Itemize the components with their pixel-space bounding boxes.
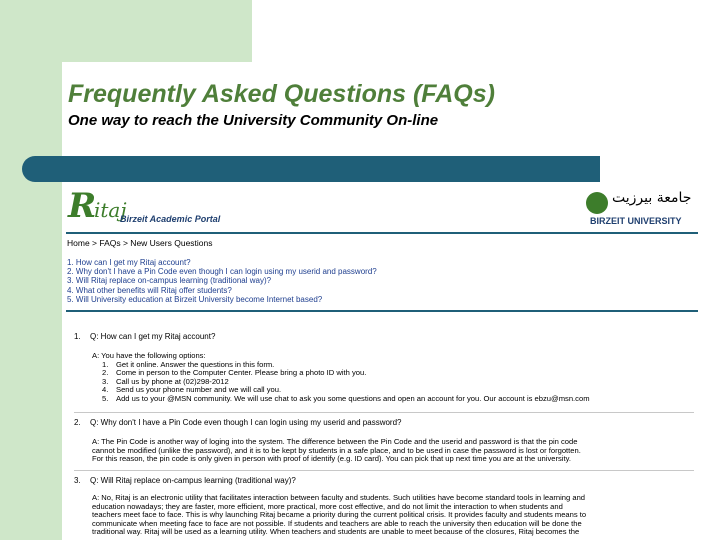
question-number: 1. <box>74 332 81 341</box>
question-link[interactable]: 5. Will University education at Birzeit University become Internet based? <box>67 294 323 304</box>
question-list <box>67 258 377 304</box>
section-divider <box>66 310 698 312</box>
question-number: 2. <box>74 418 81 427</box>
answer-divider <box>74 412 694 413</box>
slide-title: Frequently Asked Questions (FAQs) <box>68 80 495 108</box>
ritaj-logo-letter: R <box>68 186 97 226</box>
faq-question-3 <box>74 476 296 485</box>
faq-question-2 <box>74 418 402 427</box>
slide-subtitle: One way to reach the University Community On-line <box>68 112 439 129</box>
faq-answer-2: A: The Pin Code is another way of loging into the system. The difference between the Pin Code and the userid and password is that the pin code cannot be modified (unlike the password), and it is to be kept by students in a safe place, and to be used in case the password is lost or forgotten. For this reason, the pin code is only given in person with proof of identify (e.g. ID card). You can pick that up next time you are at the university. <box>92 437 581 464</box>
answer-option: 1. Get it online. Answer the questions in this form. <box>102 359 275 369</box>
decorative-green-side <box>0 0 62 540</box>
university-name: BIRZEIT UNIVERSITY <box>590 216 682 226</box>
header-divider <box>66 232 698 234</box>
question-text: Q: Will Ritaj replace on-campus learning (traditional way)? <box>90 476 296 485</box>
ritaj-logo-word: itaj <box>94 198 127 222</box>
question-link[interactable]: 1. How can I get my Ritaj account? <box>67 258 191 267</box>
faq-question-1 <box>74 332 215 341</box>
faq-answer-1 <box>92 352 692 404</box>
answer-intro: A: You have the following options: <box>92 351 206 360</box>
portal-tagline: Birzeit Academic Portal <box>120 214 221 224</box>
answer-option: 4. Send us your phone number and we will call you. <box>102 385 282 395</box>
portal-screenshot <box>62 182 700 540</box>
answer-option: 2. Come in person to the Computer Center. Please bring a photo ID with you. <box>102 368 367 378</box>
decorative-title-bar <box>22 156 600 182</box>
answer-divider <box>74 470 694 471</box>
ritaj-logo[interactable] <box>66 186 236 226</box>
question-number: 3. <box>74 476 81 485</box>
question-link[interactable]: 4. What other benefits will Ritaj offer students? <box>67 285 232 295</box>
breadcrumb[interactable]: Home > FAQs > New Users Questions <box>67 238 213 248</box>
question-text: Q: Why don't I have a Pin Code even though I can login using my userid and password? <box>90 418 402 427</box>
answer-option: 3. Call us by phone at (02)298-2012 <box>102 376 229 386</box>
question-link[interactable]: 3. Will Ritaj replace on-campus learning (traditional way)? <box>67 276 272 286</box>
answer-option: 5. Add us to your @MSN community. We will use chat to ask you some questions and open an account for you. Our account is ebzu@msn.com <box>102 393 590 403</box>
birzeit-university-logo <box>582 188 694 228</box>
tree-icon <box>586 192 608 214</box>
question-link[interactable]: 2. Why don't I have a Pin Code even though I can login using my userid and password? <box>67 267 377 277</box>
question-text: Q: How can I get my Ritaj account? <box>90 332 216 341</box>
faq-answer-3: A: No, Ritaj is an electronic utility that facilitates interaction between faculty and students. Such utilities have become standard tools in learning and education nowadays; they are faster, more efficient, more practical, more cost effective, and do not limit the interaction to when students and teachers meet face to face. This is why launching Ritaj became a priority during the current political crisis. It provides faculty and students means to communicate when meeting face to face are not possible. If students and teachers are able to reach the university then education will be done the traditional way. Ritaj will be used as a learning utility. When teachers and students are unable to meet because of the closures, Ritaj becomes the <box>92 493 587 537</box>
university-arabic-name: جامعة بيرزيت <box>612 190 692 206</box>
